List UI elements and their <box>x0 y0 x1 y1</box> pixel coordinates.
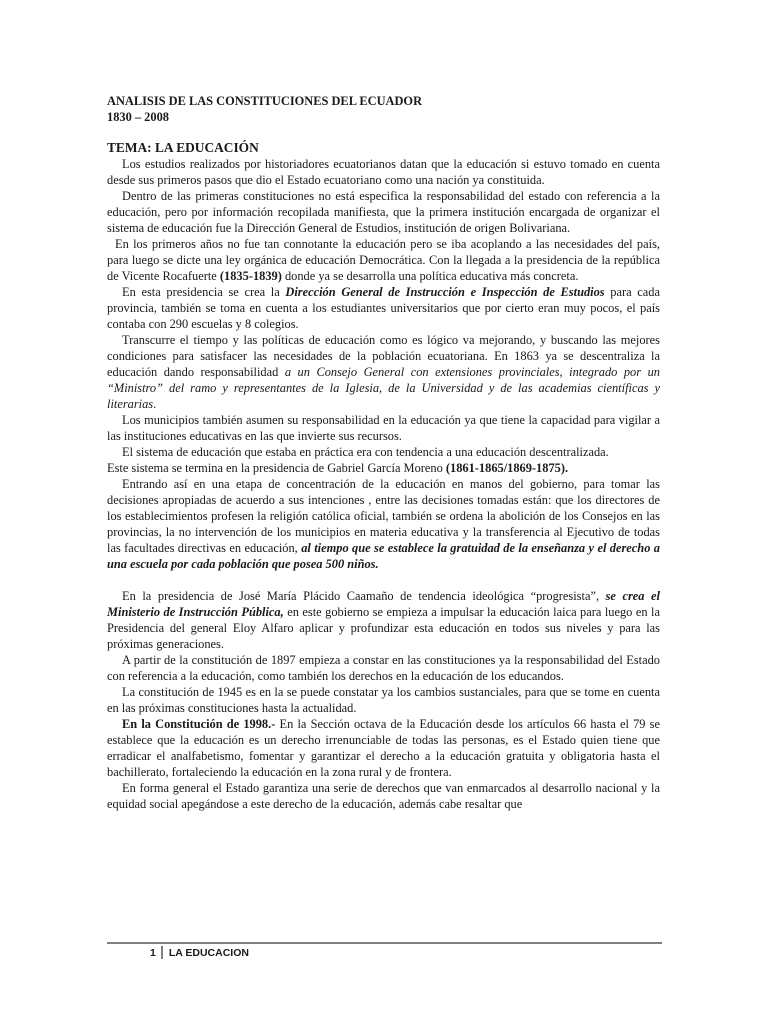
paragraph: El sistema de educación que estaba en práctica era con tendencia a una educación descentralizada. <box>122 445 609 459</box>
paragraph: Este sistema se termina en la presidencia de Gabriel García Moreno (1861-1865/1869-1875). <box>107 461 569 475</box>
paragraph: A partir de la constitución de 1897 empieza a constar en las constituciones ya la responsabilidad del Estado con referencia a la educación, como también los derechos en la educación de los educandos. <box>107 653 660 683</box>
paragraph: En la presidencia de José María Plácido Caamaño de tendencia ideológica “progresista”, se crea el Ministerio de Instrucción Pública, en este gobierno se empieza a impulsar la educación laica para luego en la Presidencia del general Eloy Alfaro aplicar y profundizar esta educación en todos sus niveles y para las próximas generaciones. <box>107 589 660 651</box>
paragraph: En forma general el Estado garantiza una serie de derechos que van enmarcados al desarrollo nacional y la equidad social apegándose a este derecho de la educación, además cabe resaltar que <box>107 781 660 811</box>
paragraph: Entrando así en una etapa de concentración de la educación en manos del gobierno, para tomar las decisiones apropiadas de acuerdo a sus intenciones , entre las decisiones tomadas están: que los directores de los establecimientos profesen la religión católica oficial, también se ordena la abolición de los Consejos en las provincias, la no intervención de los municipios en materia educativa y la transferencia al Ejecutivo de todas las facultades directivas en educación, al tiempo que se establece la gratuidad de la enseñanza y el derecho a una escuela por cada población que posea 500 niños. <box>107 477 660 571</box>
paragraph: Dentro de las primeras constituciones no está especifica la responsabilidad del estado con referencia a la educación, pero por información recopilada manifiesta, que la primera institución encargada de organizar el sistema de educación fue la Dirección General de Estudios, institución de origen Bolivariana. <box>107 189 660 235</box>
paragraph: La constitución de 1945 es en la se puede constatar ya los cambios sustanciales, para que se tome en cuenta en las próximas constituciones hasta la actualidad. <box>107 685 660 715</box>
paragraph: En los primeros años no fue tan connotante la educación pero se iba acoplando a las necesidades del país, para luego se dicte una ley orgánica de educación Democrática. Con la llegada a la presidencia de la república de Vicente Rocafuerte (1835-1839) donde ya se desarrolla una política educativa más concreta. <box>107 237 660 283</box>
document-date-range: 1830 – 2008 <box>107 110 169 124</box>
emphasis-institution: Dirección General de Instrucción e Inspección de Estudios <box>285 285 605 299</box>
italic-quote: a un Consejo General con extensiones provinciales, integrado por un “Ministro” del ramo y representantes de la Iglesia, de la Universidad y de las academias científicas y literarias <box>107 365 660 411</box>
footer-separator <box>161 946 163 959</box>
paragraph: Los estudios realizados por historiadores ecuatorianos datan que la educación si estuvo tomado en cuenta desde sus primeros pasos que dio el Estado ecuatoriano como una nación ya constituida. <box>107 157 660 187</box>
page-number: 1 <box>150 946 156 959</box>
bold-years: (1861-1865/1869-1875). <box>445 461 569 475</box>
footer-divider <box>107 942 662 944</box>
paragraph: En la Constitución de 1998.- En la Sección octava de la Educación desde los artículos 66 hasta el 79 se establece que la educación es un derecho irrenunciable de todas las personas, es el Estado quien tiene que erradicar el analfabetismo, fomentar y garantizar el derecho a la educación gratuita y obligatoria hasta el bachillerato, fortaleciendo la educación en la zona rural y de frontera. <box>107 717 660 779</box>
paragraph: En esta presidencia se crea la Dirección General de Instrucción e Inspección de Estudios para cada provincia, también se toma en cuenta a los estudiantes universitarios que por cierto eran muy pocos, el país contaba con 290 escuelas y 8 colegios. <box>107 285 660 331</box>
bold-years: (1835-1839) <box>219 269 282 283</box>
topic-heading: TEMA: LA EDUCACIÓN <box>107 140 259 155</box>
emphasis-ministry: se crea el Ministerio de Instrucción Pública, <box>107 589 660 619</box>
emphasis-gratuity: al tiempo que se establece la gratuidad de la enseñanza y el derecho a una escuela por cada población que posea 500 niños. <box>107 541 660 571</box>
document-title: ANALISIS DE LAS CONSTITUCIONES DEL ECUADOR <box>107 94 423 108</box>
paragraph: Transcurre el tiempo y las políticas de educación como es lógico va mejorando, y buscando las mejores condiciones para satisfacer las necesidades de la población ecuatoriana. En 1863 ya se descentraliza la educación dando responsabilidad a un Consejo General con extensiones provinciales, integrado por un “Ministro” del ramo y representantes de la Iglesia, de la Universidad y de las academias científicas y literarias. <box>107 333 660 411</box>
section-lead-1998: En la Constitución de 1998.- <box>122 717 276 731</box>
paragraph: Los municipios también asumen su responsabilidad en la educación ya que tiene la capacidad para vigilar a las instituciones educativas en las que invierte sus recursos. <box>107 413 660 443</box>
footer-label: LA EDUCACION <box>168 946 249 959</box>
document-page <box>107 93 660 812</box>
page-footer <box>150 946 249 959</box>
